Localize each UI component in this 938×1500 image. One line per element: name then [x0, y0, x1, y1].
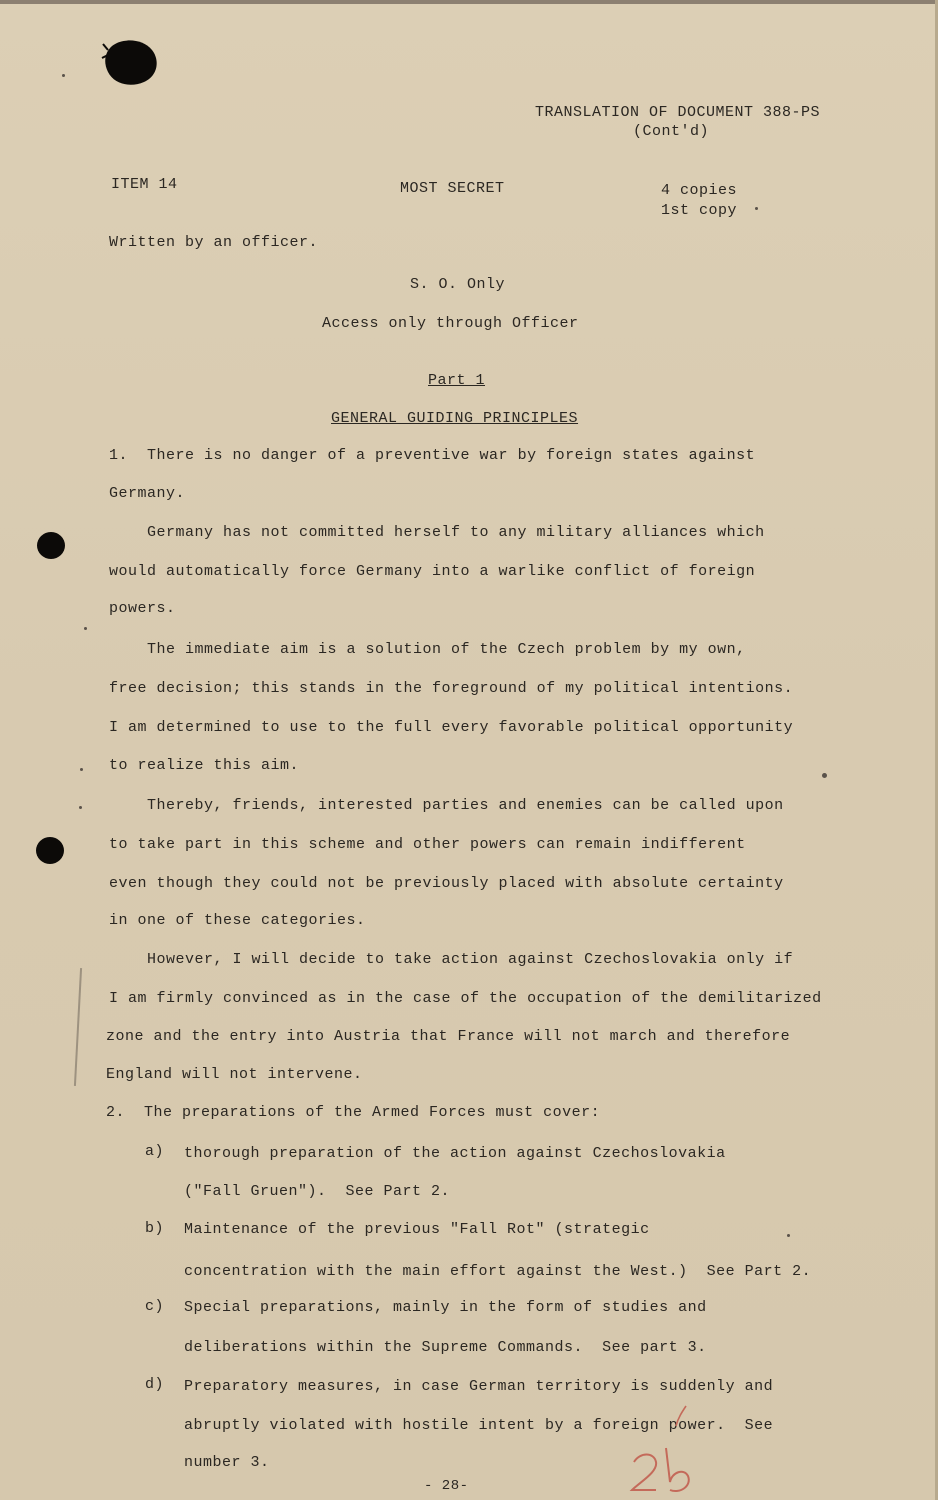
body-line: However, I will decide to take action against Czechoslovakia only if — [147, 951, 794, 968]
list-marker: c) — [145, 1298, 165, 1315]
list-marker: b) — [145, 1220, 165, 1237]
body-line: even though they could not be previously placed with absolute certainty — [109, 875, 784, 892]
body-line: 2. The preparations of the Armed Forces must cover: — [106, 1104, 601, 1121]
speck — [84, 627, 87, 630]
pencil-mark — [672, 1404, 692, 1428]
item-number: ITEM 14 — [111, 176, 178, 193]
speck — [822, 773, 827, 778]
body-line: zone and the entry into Austria that France will not march and therefore — [106, 1028, 791, 1045]
body-line: Germany. — [109, 485, 186, 502]
margin-mark — [74, 968, 82, 1086]
restriction-line: S. O. Only — [410, 276, 506, 293]
punch-hole-middle — [37, 532, 65, 559]
classification: MOST SECRET — [400, 180, 505, 197]
body-line: to take part in this scheme and other powers can remain indifferent — [109, 836, 746, 853]
document-subtitle: (Cont'd) — [633, 123, 710, 140]
speck — [80, 768, 83, 771]
copies-count: 4 copies — [661, 182, 738, 199]
page-top-edge — [0, 0, 938, 4]
body-line: Thereby, friends, interested parties and enemies can be called upon — [147, 797, 784, 814]
list-item-text: deliberations within the Supreme Commands. See part 3. — [184, 1339, 707, 1356]
red-pencil-annotation — [626, 1438, 696, 1498]
body-line: The immediate aim is a solution of the Czech problem by my own, — [147, 641, 746, 658]
list-item-text: abruptly violated with hostile intent by a foreign power. See — [184, 1417, 774, 1434]
list-item-text: ("Fall Gruen"). See Part 2. — [184, 1183, 451, 1200]
body-line: would automatically force Germany into a warlike conflict of foreign — [109, 563, 756, 580]
list-item-text: Preparatory measures, in case German territory is suddenly and — [184, 1378, 774, 1395]
speck — [787, 1234, 790, 1237]
body-line: free decision; this stands in the foreground of my political intentions. — [109, 680, 794, 697]
list-item-text: Maintenance of the previous "Fall Rot" (strategic — [184, 1221, 650, 1238]
list-marker: a) — [145, 1143, 165, 1160]
page-number: - 28- — [424, 1478, 469, 1494]
body-line: Germany has not committed herself to any military alliances which — [147, 524, 765, 541]
author-line: Written by an officer. — [109, 234, 319, 251]
punch-hole-top — [100, 36, 164, 88]
list-item-text: number 3. — [184, 1454, 270, 1471]
body-line: to realize this aim. — [109, 757, 300, 774]
body-line: powers. — [109, 600, 176, 617]
body-line: in one of these categories. — [109, 912, 366, 929]
speck — [755, 207, 758, 210]
speck — [79, 806, 82, 809]
section-heading: GENERAL GUIDING PRINCIPLES — [331, 410, 579, 427]
body-line: I am determined to use to the full every favorable political opportunity — [109, 719, 794, 736]
list-marker: d) — [145, 1376, 165, 1393]
copy-number: 1st copy — [661, 202, 738, 219]
body-line: 1. There is no danger of a preventive war by foreign states against — [109, 447, 756, 464]
part-title: Part 1 — [428, 372, 486, 389]
list-item-text: concentration with the main effort against the West.) See Part 2. — [184, 1263, 812, 1280]
list-item-text: Special preparations, mainly in the form of studies and — [184, 1299, 707, 1316]
body-line: I am firmly convinced as in the case of the occupation of the demilitarized — [109, 990, 822, 1007]
list-item-text: thorough preparation of the action against Czechoslovakia — [184, 1145, 726, 1162]
access-line: Access only through Officer — [322, 315, 579, 332]
document-title: TRANSLATION OF DOCUMENT 388-PS — [535, 104, 821, 121]
body-line: England will not intervene. — [106, 1066, 363, 1083]
punch-hole-lower — [36, 837, 64, 864]
speck — [62, 74, 65, 77]
